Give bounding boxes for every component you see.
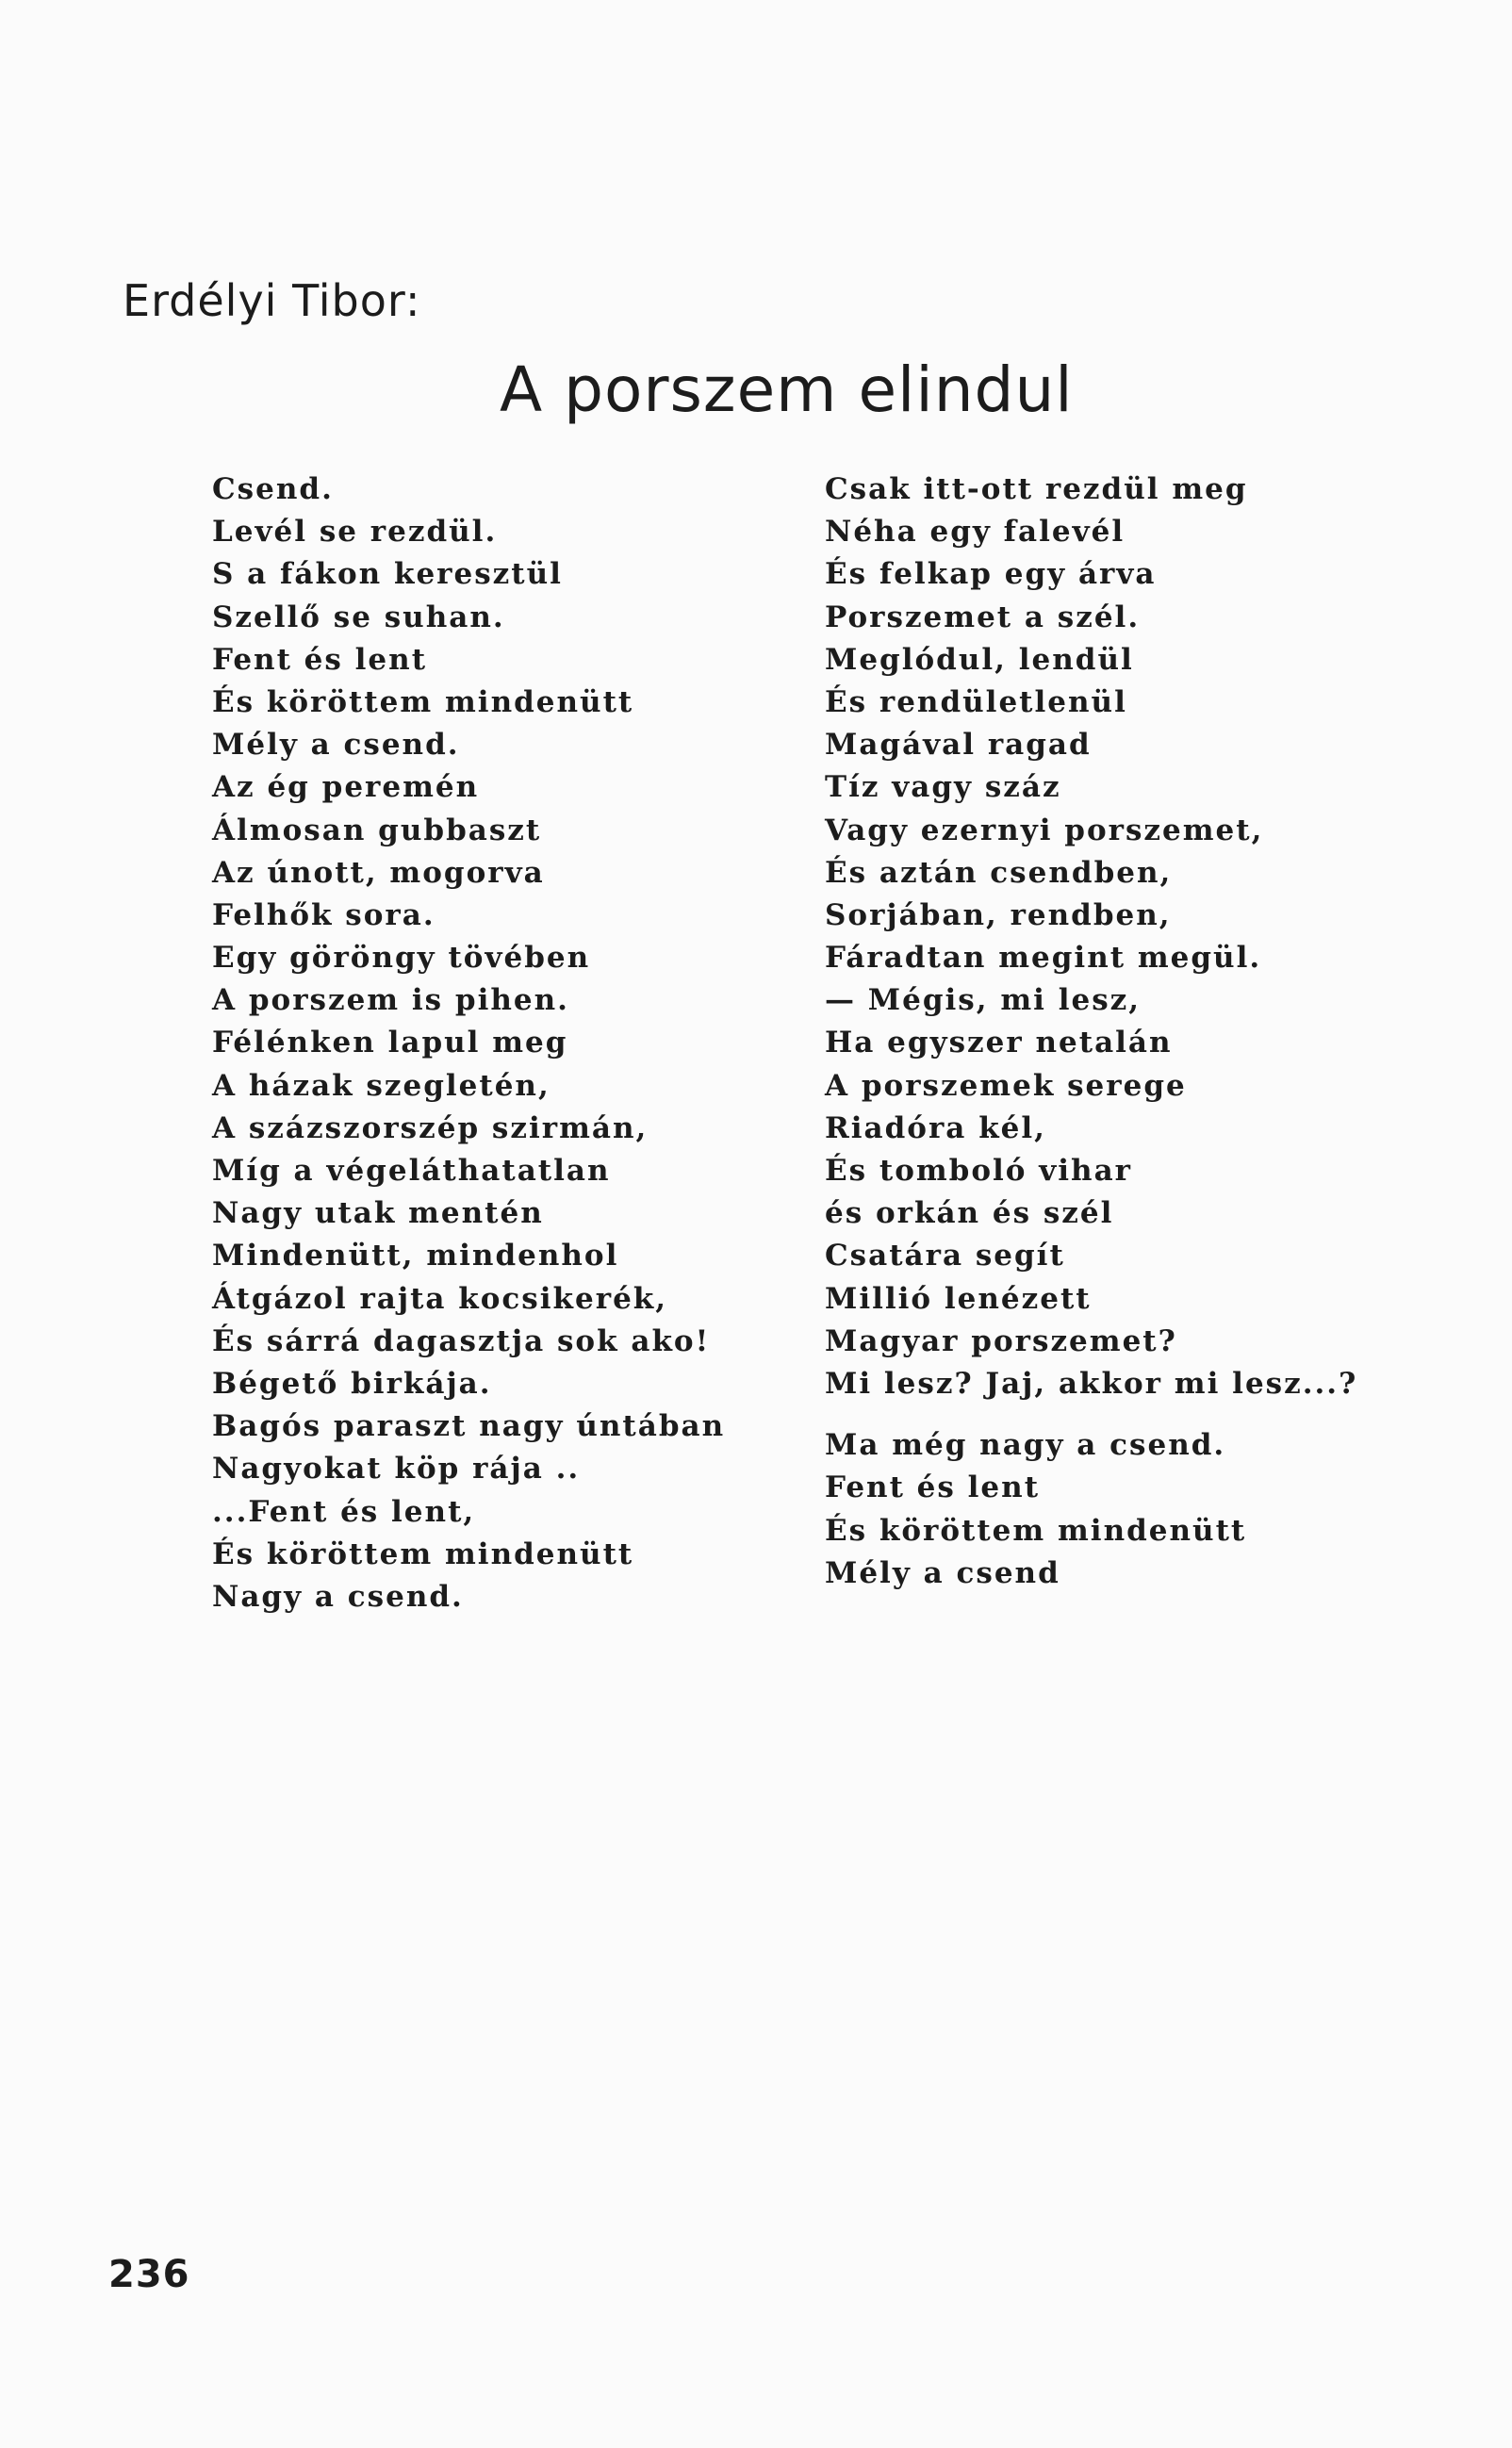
poem-line: Meglódul, lendül: [825, 642, 1134, 677]
poem-line: Mély a csend: [825, 1555, 1060, 1590]
poem-line: Magyar porszemet?: [825, 1323, 1177, 1358]
poem-line: — Mégis, mi lesz,: [825, 983, 1142, 1018]
poem-line: S a fákon keresztül: [212, 557, 563, 592]
poem-line: Csend.: [212, 472, 334, 506]
poem-line: Felhők sora.: [212, 897, 436, 932]
poem-line: És rendületlenül: [825, 684, 1127, 719]
poem-line: és orkán és szél: [825, 1196, 1114, 1231]
poem-title: A porszem elindul: [500, 353, 1074, 426]
poem-line: Fent és lent: [212, 642, 428, 677]
poem-line: És köröttem mindenütt: [212, 684, 634, 719]
poem-line: Félénken lapul meg: [212, 1026, 568, 1060]
poem-line: Fáradtan megint megül.: [825, 941, 1262, 976]
poem-line: És köröttem mindenütt: [212, 1536, 634, 1571]
poem-line: Csatára segít: [825, 1239, 1065, 1273]
poem-line: És tomboló vihar: [825, 1154, 1133, 1188]
poem-line: A porszem is pihen.: [212, 983, 569, 1018]
poem-line: A porszemek serege: [825, 1068, 1187, 1103]
poem-line: A házak szegletén,: [212, 1068, 551, 1103]
poem-line: Egy göröngy tövében: [212, 941, 591, 976]
poem-line: És sárrá dagasztja sok ako!: [212, 1323, 711, 1358]
poem-line: ...Fent és lent,: [212, 1494, 476, 1529]
poem-left-column: [212, 468, 725, 1618]
poem-line: Az únott, mogorva: [212, 855, 545, 890]
poem-line: Ha egyszer netalán: [825, 1026, 1173, 1060]
poem-line: Nagyokat köp rája ..: [212, 1452, 581, 1487]
poem-line: És felkap egy árva: [825, 557, 1157, 592]
page-number: 236: [108, 2253, 190, 2296]
poem-line: Csak itt-ott rezdül meg: [825, 472, 1248, 506]
poem-line: És köröttem mindenütt: [825, 1513, 1247, 1548]
poem-line: Mi lesz? Jaj, akkor mi lesz...?: [825, 1366, 1358, 1401]
poem-line: Levél se rezdül.: [212, 515, 498, 550]
poem-line: Millió lenézett: [825, 1281, 1092, 1316]
author-name: Erdélyi Tibor:: [123, 275, 421, 326]
poem-right-column: [825, 468, 1357, 1595]
poem-line: Nagy a csend.: [212, 1579, 464, 1614]
poem-line: Az ég peremén: [212, 770, 480, 805]
poem-line: Sorjában, rendben,: [825, 897, 1172, 932]
poem-line: Porszemet a szél.: [825, 600, 1141, 634]
poem-line: Nagy utak mentén: [212, 1196, 544, 1231]
poem-line: Bagós paraszt nagy úntában: [212, 1409, 726, 1444]
poem-line: Mindenütt, mindenhol: [212, 1239, 619, 1273]
poem-line: A százszorszép szirmán,: [212, 1110, 649, 1145]
poem-line: Fent és lent: [825, 1470, 1041, 1505]
poem-line: Vagy ezernyi porszemet,: [825, 813, 1264, 847]
poem-line: Magával ragad: [825, 728, 1092, 763]
poem-line: Bégető birkája.: [212, 1366, 492, 1401]
poem-line: Szellő se suhan.: [212, 600, 505, 634]
poem-line: Ma még nagy a csend.: [825, 1428, 1226, 1463]
poem-line: Néha egy falevél: [825, 515, 1126, 550]
poem-line: Míg a végeláthatatlan: [212, 1154, 611, 1188]
poem-line: Tíz vagy száz: [825, 770, 1061, 805]
poem-line: Mély a csend.: [212, 728, 460, 763]
poem-line: Átgázol rajta kocsikerék,: [212, 1281, 668, 1316]
poem-line: Riadóra kél,: [825, 1110, 1046, 1145]
poem-line: Álmosan gubbaszt: [212, 813, 542, 847]
poem-line: És aztán csendben,: [825, 855, 1173, 890]
